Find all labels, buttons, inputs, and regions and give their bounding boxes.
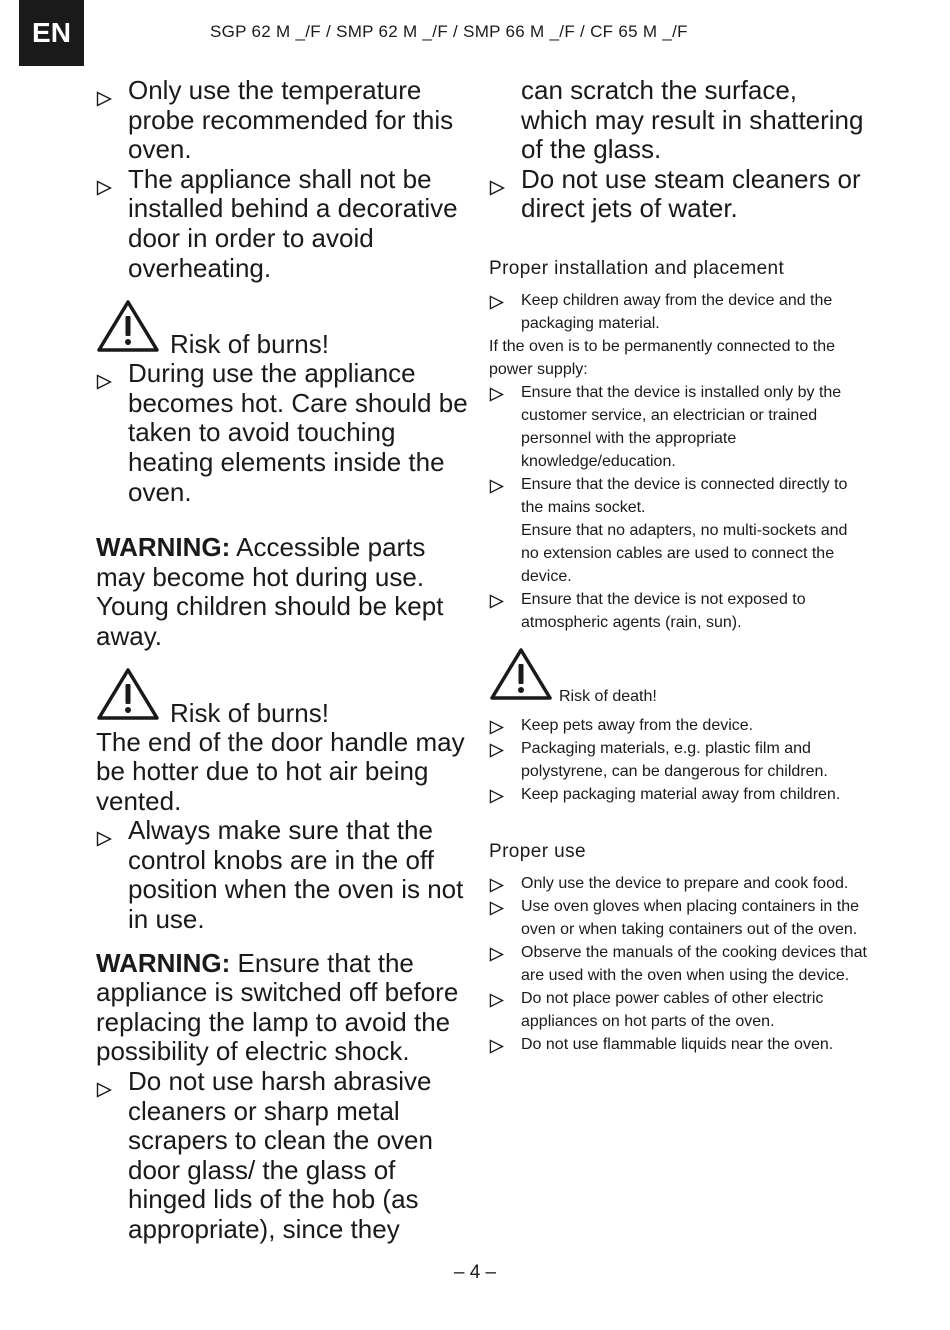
warning-label: WARNING: — [96, 947, 231, 978]
bullet-item — [96, 1067, 468, 1245]
bullet-text: Only use the device to prepare and cook food. — [521, 875, 849, 892]
warning-paragraph — [96, 533, 468, 651]
continuation-text: can scratch the surface, which may result in shattering of the glass. — [521, 75, 864, 165]
bullet-continuation: Ensure that no adapters, no multi-sockets and no extension cables are used to connect the device. — [521, 522, 848, 585]
triangle-bullet-icon — [489, 294, 504, 317]
risk-heading — [96, 672, 468, 728]
triangle-bullet-icon — [96, 367, 112, 397]
bullet-item — [489, 941, 869, 987]
risk-title: Risk of burns! — [170, 697, 329, 728]
bullet-item — [489, 895, 869, 941]
risk-heading — [96, 303, 468, 359]
page-number: – 4 – — [453, 1262, 497, 1283]
triangle-bullet-icon — [489, 173, 505, 203]
install-paragraph: If the oven is to be permanently connected to the power supply: — [489, 338, 835, 378]
bullet-text: Do not use harsh abrasive cleaners or sharp metal scrapers to clean the oven door glass/ the glass of hinged lids of the hob (as appropriate), since they — [128, 1066, 433, 1244]
triangle-bullet-icon — [489, 1038, 504, 1061]
section-heading-installation: Proper installation and placement — [489, 258, 785, 279]
bullet-item — [489, 737, 869, 783]
bullet-text: Ensure that the device is connected directly to the mains socket. — [521, 476, 848, 516]
bullet-item — [96, 359, 468, 507]
bullet-text: Keep children away from the device and the packaging material. — [521, 292, 833, 332]
bullet-item — [489, 381, 869, 473]
bullet-item — [96, 165, 468, 283]
warning-triangle-icon — [489, 647, 553, 708]
triangle-bullet-icon — [96, 84, 112, 114]
bullet-text: During use the appliance becomes hot. Care should be taken to avoid touching heating elements inside the oven. — [128, 358, 468, 507]
triangle-bullet-icon — [489, 742, 504, 765]
bullet-text: Packaging materials, e.g. plastic film and polystyrene, can be dangerous for children. — [521, 740, 828, 780]
right-column-continuation — [489, 76, 869, 224]
bullet-item — [489, 714, 869, 737]
bullet-item — [96, 76, 468, 165]
bullet-text: Ensure that the device is not exposed to atmospheric agents (rain, sun). — [521, 591, 806, 631]
bullet-item — [489, 783, 869, 806]
triangle-bullet-icon — [489, 788, 504, 811]
bullet-item — [489, 289, 869, 335]
bullet-text: Do not use steam cleaners or direct jets of water. — [521, 163, 861, 224]
bullet-text: Do not use flammable liquids near the oven. — [521, 1036, 834, 1053]
bullet-item — [96, 816, 468, 934]
warning-paragraph — [96, 949, 468, 1067]
warning-triangle-icon — [96, 299, 160, 360]
model-header: SGP 62 M _/F / SMP 62 M _/F / SMP 66 M _/F / CF 65 M _/F — [210, 22, 688, 41]
triangle-bullet-icon — [489, 386, 504, 409]
bullet-text: The appliance shall not be installed behind a decorative door in order to avoid overheating. — [128, 163, 458, 283]
bullet-item — [489, 165, 869, 224]
triangle-bullet-icon — [489, 593, 504, 616]
bullet-item — [489, 1033, 869, 1056]
warning-label: WARNING: — [96, 532, 231, 563]
risk-heading — [489, 654, 869, 708]
triangle-bullet-icon — [489, 946, 504, 969]
bullet-item — [489, 588, 869, 634]
bullet-text: Ensure that the device is installed only by the customer service, an electrician or trained personnel with the appropriate knowledge/education. — [521, 384, 842, 470]
risk-title: Risk of burns! — [170, 329, 329, 360]
triangle-bullet-icon — [96, 173, 112, 203]
triangle-bullet-icon — [489, 992, 504, 1015]
bullet-text: Always make sure that the control knobs are in the off position when the oven is not in use. — [128, 815, 464, 935]
left-column — [96, 76, 468, 1245]
triangle-bullet-icon — [489, 900, 504, 923]
bullet-text: Keep pets away from the device. — [521, 717, 754, 734]
bullet-item — [489, 987, 869, 1033]
warning-text: Accessible parts may become hot during use. Young children should be kept away. — [96, 532, 444, 651]
warning-text: Ensure that the appliance is switched off before replacing the lamp to avoid the possibility of electric shock. — [96, 947, 459, 1067]
risk-title: Risk of death! — [559, 688, 657, 705]
section-heading-proper-use: Proper use — [489, 841, 586, 862]
triangle-bullet-icon — [489, 478, 504, 501]
bullet-text: Only use the temperature probe recommended for this oven. — [128, 75, 454, 165]
risk-paragraph: The end of the door handle may be hotter due to hot air being vented. — [96, 726, 465, 816]
bullet-text: Keep packaging material away from children. — [521, 786, 841, 803]
language-badge: EN — [19, 0, 84, 66]
bullet-item — [489, 473, 869, 519]
bullet-item — [489, 872, 869, 895]
warning-triangle-icon — [96, 667, 160, 728]
triangle-bullet-icon — [96, 824, 112, 854]
triangle-bullet-icon — [96, 1075, 112, 1105]
bullet-text: Observe the manuals of the cooking devices that are used with the oven when using the device. — [521, 944, 867, 984]
bullet-text: Do not place power cables of other electric appliances on hot parts of the oven. — [521, 990, 824, 1030]
right-column — [489, 257, 869, 1056]
bullet-text: Use oven gloves when placing containers in the oven or when taking containers out of the oven. — [521, 898, 859, 938]
